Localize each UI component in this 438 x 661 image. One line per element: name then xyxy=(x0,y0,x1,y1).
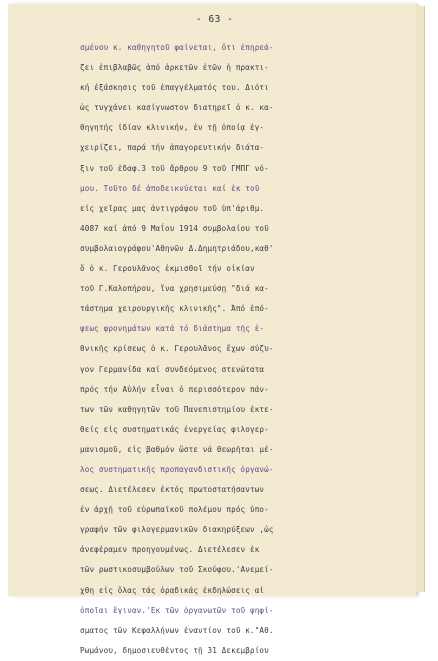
text-line: σεως. Διετέλεσεν ἐκτός πρωτοστατήσαντων xyxy=(80,485,265,495)
text-line: ἀνεφέραμεν προηγουμένως. Διετέλεσεν ἐκ xyxy=(80,545,260,555)
text-line: σμένου κ. καθηγητοῦ φαίνεται, ὅτι ἐπηρεά- xyxy=(80,43,274,52)
text-line: τοῦ Γ.Καλοπήρου, ἵνα χρησιμεύσῃ "διά κα- xyxy=(80,284,269,294)
text-line: κή ἐξάσκησις τοῦ ἐπαγγέλματός του. Διότι xyxy=(80,83,269,93)
text-line: 4087 καί ἀπό 9 Μαΐου 1914 συμβολαίου τοῦ xyxy=(80,223,269,233)
text-line: ὅ ὁ κ. Γερουλᾶνος ἐκμισθοῖ τήν οἰκίαν xyxy=(80,264,255,274)
text-line: θηγητής ἰδίαν κλινικήν, ἐν τῇ ὁποίᾳ ἐγ- xyxy=(80,123,265,133)
text-line: τῶν ρωστικοσυμβούλων τοῦ Σκούφου.'Ανεμεί- xyxy=(80,565,274,575)
text-line: λος συστηματικῆς προπαγανδιστικῆς ὀργανώ- xyxy=(80,464,274,474)
text-line: των τῶν καθηγητῶν τοῦ Πανεπιστημίου ἐκτε- xyxy=(80,404,274,414)
text-line: ψεως φρονημάτων κατά τό διάστημα τῆς ἐ- xyxy=(80,324,265,334)
text-line: ὁποῖαι ἔγιναν.'Εκ τῶν ὀργανωτῶν τοῦ ψηφί- xyxy=(80,605,274,615)
text-line: πρός τήν Αὐλήν εἶναι ὁ περισσότερον πάν- xyxy=(80,384,269,394)
text-line: μου. Τοῦτο δέ ἀποδεικνύεται καί ἐκ τοῦ xyxy=(80,183,260,193)
text-line: χειρίζει, παρά τήν ἀπαγορευτικήν διάτα- xyxy=(80,143,265,153)
text-line: γραφήν τῶν φιλογερμανικῶν διακηρύξεων ,ὡς xyxy=(80,525,274,535)
page-number: - 63 - xyxy=(196,14,234,25)
text-line: θείς εἰς συστηματικάς ἐνεργείας φιλογερ- xyxy=(80,424,269,434)
text-line: ἐν ἀρχῇ τοῦ εὐρωπαϊκοῦ πολέμου πρός ὑπο- xyxy=(80,505,269,515)
text-line: ζει ἐπιβλαβῶς ἀπό ἀρκετῶν ἐτῶν ἡ πρακτι- xyxy=(80,63,269,73)
page-edge xyxy=(416,6,425,592)
text-line: γον Γερμανίδα καί συνδεόμενος στενώτατα xyxy=(80,364,265,374)
text-line: Ῥωμάνου, δημοσιευθέντος τῇ 31 Δεκεμβρίου xyxy=(80,645,269,655)
text-line: τάστημα χειρουργικῆς κλινικῆς". Ἀπό ἐπό- xyxy=(80,304,269,314)
text-line: συμβολαιογράφου'Αθηνῶν Δ.Δημητριάδου,καθ' xyxy=(80,243,274,253)
text-line: εἰς χεῖρας μας ἀντιγράφου τοῦ ὑπ'ἀριθμ. xyxy=(80,203,265,213)
text-line: μανισμοῦ, εἰς βαθμόν ὥστε νά θεωρῆται μέ- xyxy=(80,444,274,454)
typed-text-block xyxy=(80,38,408,661)
text-line: σματος τῶν Κεφαλλήνων ἐναντίον τοῦ κ."Αθ. xyxy=(80,625,274,635)
text-line: θνικῆς κρίσεως ὁ κ. Γερουλᾶνος ἔχων σύζυ- xyxy=(80,344,274,354)
text-line: χθη εἰς ὅλας τάς ὁραδικάς ἐκδηλώσεις αἱ xyxy=(80,585,265,595)
text-line: ὡς τυγχάνει κασίγνωστον διατηρεῖ ὁ κ. κα- xyxy=(80,103,274,113)
text-line: ξιν τοῦ ἐδαφ.3 τοῦ ἄρθρου 9 τοῦ ΓΜΠΓ νό- xyxy=(80,163,269,173)
